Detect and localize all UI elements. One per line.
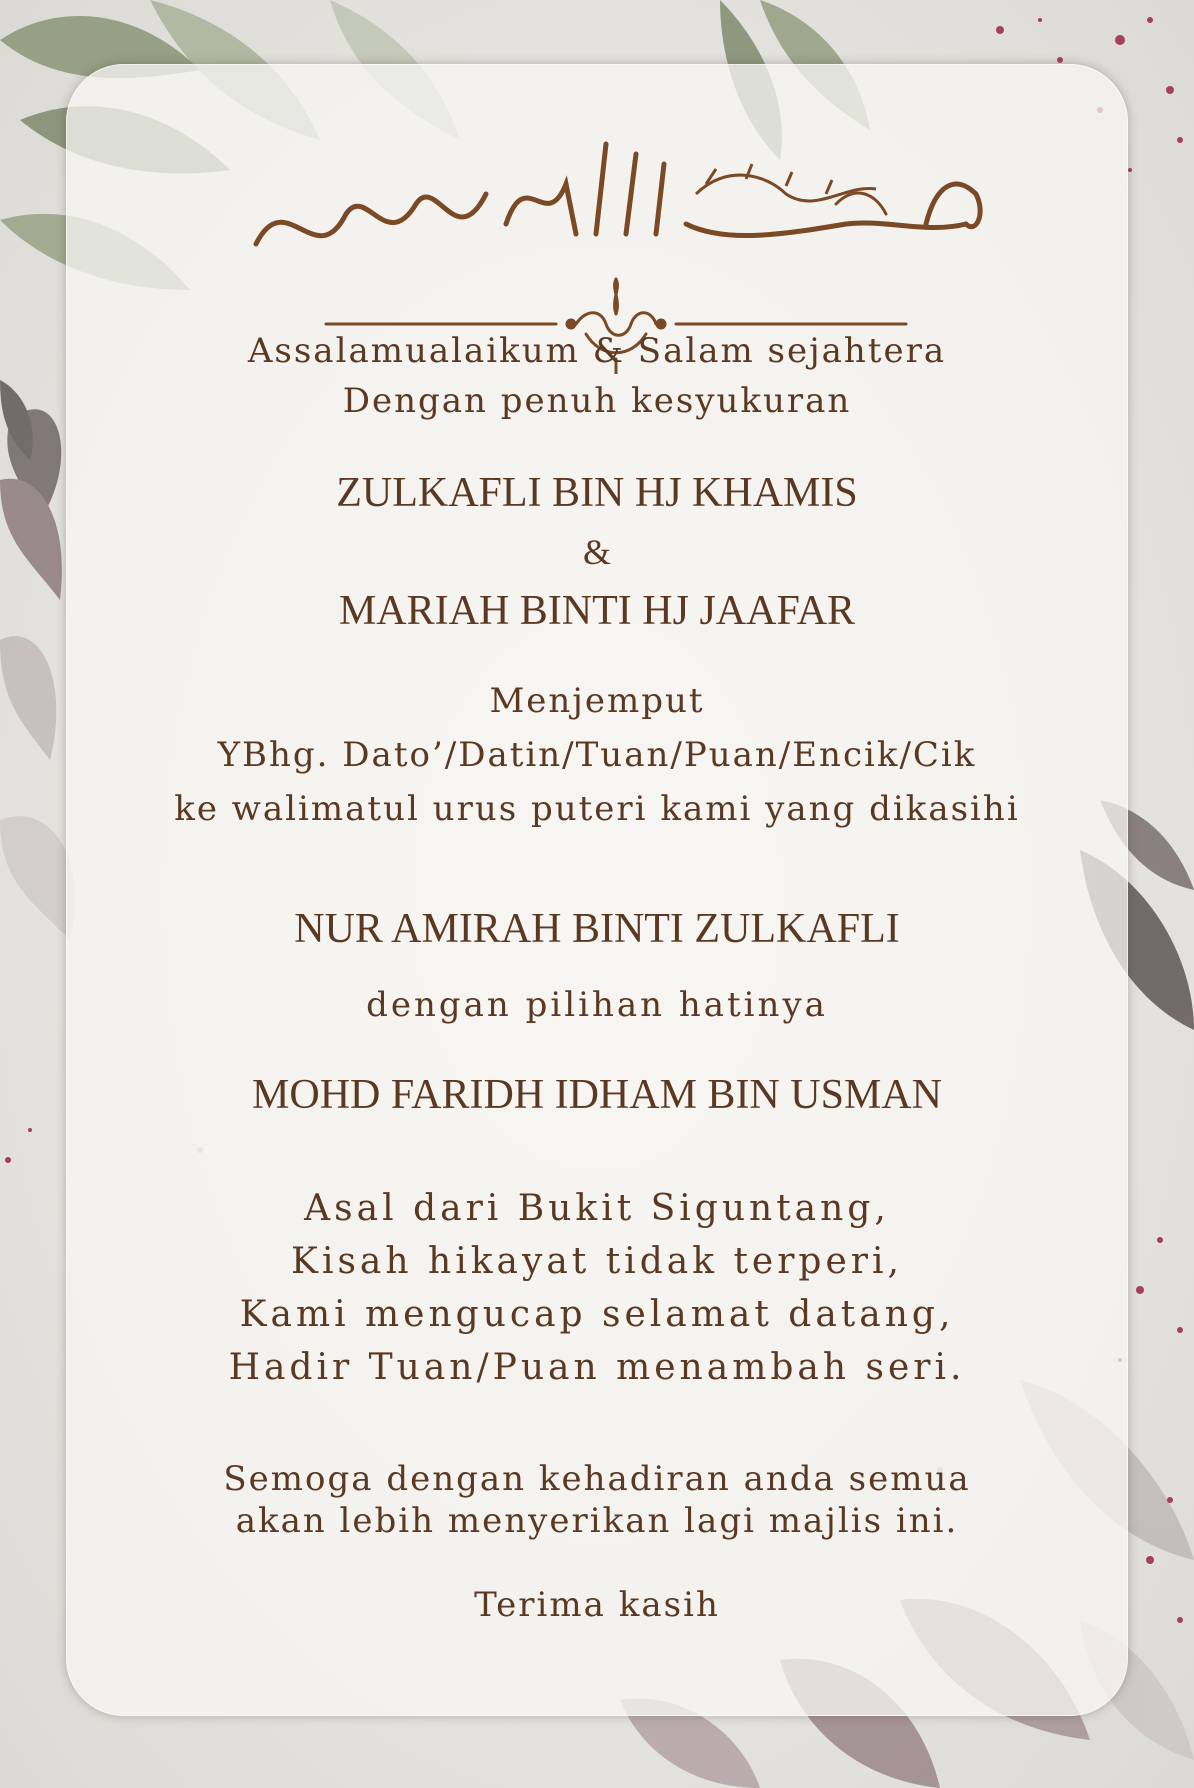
closing-line-2: akan lebih menyerikan lagi majlis ini. xyxy=(235,1501,959,1541)
parents-ampersand: & xyxy=(582,532,611,572)
pantun-line-2: Kisah hikayat tidak terperi, xyxy=(291,1241,903,1282)
thanks-text: Terima kasih xyxy=(474,1585,720,1625)
connector-text: dengan pilihan hatinya xyxy=(366,985,828,1025)
invitation-line-1: Menjemput xyxy=(489,681,705,721)
invitation-line-3: ke walimatul urus puteri kami yang dikasihi xyxy=(174,789,1020,829)
bride-name: NUR AMIRAH BINTI ZULKAFLI xyxy=(294,906,900,952)
groom-name: MOHD FARIDH IDHAM BIN USMAN xyxy=(252,1072,942,1118)
invitation-content xyxy=(66,64,1128,1716)
invitation-line-2: YBhg. Dato’/Datin/Tuan/Puan/Encik/Cik xyxy=(217,735,977,775)
greeting-line-1: Assalamualaikum & Salam sejahtera xyxy=(247,331,947,371)
pantun-line-4: Hadir Tuan/Puan menambah seri. xyxy=(228,1347,966,1388)
mother-name: MARIAH BINTI HJ JAAFAR xyxy=(338,588,856,634)
closing-line-1: Semoga dengan kehadiran anda semua xyxy=(223,1459,971,1499)
greeting-line-2: Dengan penuh kesyukuran xyxy=(342,381,852,421)
pantun-line-1: Asal dari Bukit Siguntang, xyxy=(304,1188,890,1229)
pantun-line-3: Kami mengucap selamat datang, xyxy=(239,1294,955,1335)
father-name: ZULKAFLI BIN HJ KHAMIS xyxy=(336,470,858,516)
